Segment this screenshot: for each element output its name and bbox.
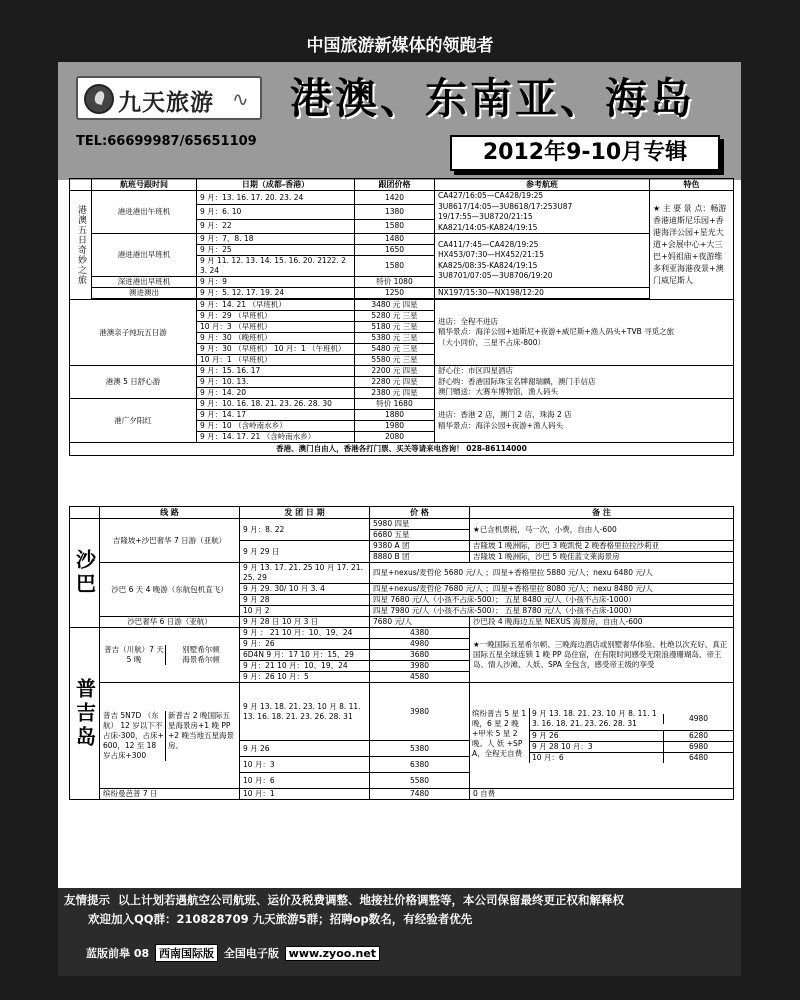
route-name: 港澳 5 日舒心游: [70, 366, 197, 399]
price-cell: 1580: [355, 256, 435, 277]
date-cell: 9 月：14. 20: [197, 388, 355, 399]
price-cell: 特价 1080: [355, 277, 435, 288]
company-logo: [76, 76, 262, 120]
price-cell: 5980 四星: [370, 519, 470, 530]
table-row: [70, 234, 734, 245]
date-cell: 9 月 11. 12. 13. 14. 15. 16. 20. 2122. 23. 24: [197, 256, 355, 277]
edition-box: 西南国际版: [155, 944, 218, 962]
price-cell: 3980: [370, 683, 470, 741]
price-cell: 1480: [355, 234, 435, 245]
note-cell: 吉隆坡 1 晚洲际，沙巴 5 晚佳蓝文莱海景房: [470, 552, 734, 563]
date-cell: 9 月：15. 16. 17: [197, 366, 355, 377]
flights-cell: NX197/15:30—NX198/12:20: [435, 288, 650, 299]
table-header-row: [70, 179, 734, 191]
col-header: 参考航班: [435, 179, 650, 191]
note-cell: 沙巴段 4 晚海边五星 NEXUS 海景房，自由人-600: [470, 617, 734, 628]
region-phuket: 普吉岛: [70, 628, 100, 800]
route-name: 沙巴 6 天 4 晚游（东航包机直飞）: [100, 563, 240, 617]
flights-cell: CA427/16:05—CA428/19:25 3U8617/14:05—3U8618/17:253U87 19/17:55—3U8720/21:15 KA821/14:05-KA824/19:15: [435, 191, 650, 234]
flight-type: 港进港出午班机: [92, 191, 197, 234]
date-cell: 9 月 29. 30/ 10 月 3. 4: [240, 584, 370, 595]
price-cell: 5280 元 三星: [355, 311, 435, 322]
price-cell: 7480: [370, 789, 470, 800]
col-header: 航班号跟时间: [92, 179, 197, 191]
date-cell: 9 月 28: [240, 595, 370, 606]
remark-cell: 舒心住：市区四星酒店 舒心购：香港国际珠宝名牌谢瑞麟，澳门手信店 澳门赠送：大赛车博物馆，渔人码头: [435, 366, 734, 399]
price-note-cell: 四星+nexus/麦哲伦 5680 元/人 ；四星+香格里拉 5880 元/人；nexu 6480 元/人: [370, 563, 734, 584]
route-cell: [100, 683, 240, 789]
date-cell: 9 月：14. 17. 21 （含岭南水乡）: [197, 432, 355, 443]
date-cell: 9 月：7、8. 18: [197, 234, 355, 245]
swirl-icon: ∿: [232, 87, 249, 111]
date-cell: 9 月：26 10 月：5: [240, 672, 370, 683]
date-cell: 9 月：6. 10: [197, 205, 355, 219]
footer-page-tag: [58, 944, 741, 964]
remark-cell: 进店：全程不进店 精华景点：海洋公园+迪斯尼+夜游+威尼斯+渔人码头+TVB 寻觅之旅 （大小同价，三星不占床-800）: [435, 300, 734, 366]
footer-label: 友情提示: [64, 893, 110, 907]
route-name: 沙巴奢华 6 日游（亚航）: [100, 617, 240, 628]
price-cell: 2200 元 四星: [355, 366, 435, 377]
route-name: 港广夕阳红: [70, 399, 197, 443]
col-header: 备 注: [470, 507, 734, 519]
price-cell: 4980: [370, 639, 470, 650]
note-cell: ★一晚国际五星希尔顿、三晚海边酒店或别墅奢华体验、杜绝以次充好、真正国际五星全球连锁 1 晚 PP 岛住宿，在有限时间感受无限浪漫珊瑚岛、帝王岛、情人沙滩、人妖、SPA 全包含，感受帝王级的享受: [470, 628, 734, 683]
price-cell: 1650: [355, 245, 435, 256]
footer: [58, 888, 741, 976]
price-cell: 3980: [370, 661, 470, 672]
price-cell: 4980: [663, 714, 733, 724]
price-cell: 5480 元 三星: [355, 344, 435, 355]
table-row: [70, 563, 734, 584]
bs-cell: [470, 683, 734, 789]
telephone: TEL:66699987/65651109: [76, 134, 257, 149]
date-cell: 10 月 2: [240, 606, 370, 617]
date-cell: 10 月：3 （早班机）: [197, 322, 355, 333]
date-cell: 9 月：30 （晚班机）: [197, 333, 355, 344]
date-cell: 9 月 13. 18. 21. 23. 10 月 8. 11. 13. 16. 18. 21. 23. 26. 28. 31: [532, 709, 657, 728]
date-cell: 9 月 28 日 10 月 3 日: [240, 617, 370, 628]
date-cell: 9 月：13. 16. 17. 20. 23. 24: [197, 191, 355, 205]
date-cell: 9 月：25: [197, 245, 355, 256]
date-cell: 9 月 29 日: [240, 541, 370, 563]
page-number: 蓝版前皋 08: [86, 947, 150, 960]
top-slogan: 中国旅游新媒体的领跑者: [306, 36, 494, 56]
route-name: 吉隆坡+沙巴奢华 7 日游（亚航）: [100, 519, 240, 563]
price-cell: 4580: [370, 672, 470, 683]
date-cell: 9 月：8. 22: [240, 519, 370, 541]
col-header: 日期（成都-香港）: [197, 179, 355, 191]
route-name: 普吉（川航）7 天 5 晚: [104, 645, 164, 664]
notice-row: [70, 443, 734, 456]
route-name: 港澳亲子纯玩五日游: [70, 300, 197, 366]
date-cell: 9 月：14. 17: [197, 410, 355, 421]
price-cell: 1880: [355, 410, 435, 421]
price-cell: 1420: [355, 191, 435, 205]
group-title: 港澳五日奇妙之旅: [70, 191, 92, 300]
price-cell: 5180 元 三星: [355, 322, 435, 333]
table-row: [70, 366, 734, 377]
network-label: 全国电子版: [223, 947, 279, 960]
col-header: 价 格: [370, 507, 470, 519]
price-note-cell: 四星 7680 元/人（小孩不占床-500）； 五星 8480 元/人（小孩不占床-1000）: [370, 595, 734, 606]
date-cell: 9 月 26: [240, 741, 370, 757]
price-cell: 1980: [355, 421, 435, 432]
date-cell: 9 月：10 （含岭南水乡）: [197, 421, 355, 432]
website-link[interactable]: www.zyoo.net: [285, 946, 380, 961]
table-row: [70, 789, 734, 800]
table-row: [70, 683, 734, 741]
date-cell: 9 月：26: [240, 639, 370, 650]
price-cell: 5580 元 三星: [355, 355, 435, 366]
date-cell: 9 月 13. 17. 21. 25 10 月 17. 21. 25. 29: [240, 563, 370, 584]
price-cell: 7680 元/人: [370, 617, 470, 628]
footer-qq: 欢迎加入QQ群：210828709 九天旅游5群；招聘op数名，有经验者优先: [88, 912, 473, 926]
edition-banner: 2012年9-10月专辑: [450, 135, 720, 171]
price-note-cell: 四星 7980 元/人（小孩不占床-500）； 五星 8780 元/人（小孩不占床-1000）: [370, 606, 734, 617]
route-name: 缤纷曼芭普 7 日: [100, 789, 240, 800]
price-cell: 2280 元 四星: [355, 377, 435, 388]
date-cell: 9 月：10. 16. 18. 21. 23. 26. 28. 30: [197, 399, 355, 410]
route-type: 新普吉 2 晚国际五星海景房+1 晚 PP+2 晚当地五星海景房。: [165, 711, 236, 761]
hk-macau-table: [69, 178, 734, 456]
date-cell: 9 月：5. 12. 17. 19. 24: [197, 288, 355, 299]
col-header: 发 团 日 期: [240, 507, 370, 519]
date-cell: 9 月：30 （早班机） 10 月：1 （午班机）: [197, 344, 355, 355]
date-cell: 10 月：3: [240, 757, 370, 773]
flights-cell: CA411/7:45—CA428/19:25 HX453/07:30—HX452/21:15 KA825/08:35-KA824/19:15 3U8701/07:05—3U8706/19:20: [435, 234, 650, 288]
table-row: [70, 628, 734, 639]
table-row: [70, 191, 734, 205]
col-header: 跟团价格: [355, 179, 435, 191]
price-note-cell: 四星+nexus/麦哲伦 7680 元/人 ；四星+香格里拉 8080 元/人；nexu 8480 元/人: [370, 584, 734, 595]
date-cell: 9 月 28 10 月：3: [532, 742, 593, 751]
date-cell: 9 月：21 10 月：10、19、24: [240, 661, 370, 672]
logo-text: 九天旅游: [118, 90, 214, 116]
table-row: [70, 617, 734, 628]
price-cell: 4380: [370, 628, 470, 639]
price-cell: 8880 B 团: [370, 552, 470, 563]
table-header-row: [70, 507, 734, 519]
header: [58, 62, 741, 180]
date-cell: 10 月：6: [240, 773, 370, 789]
price-cell: 5580: [370, 773, 470, 789]
notice: 香港、澳门自由人，香港各打门票、买关等请来电咨询！ 028-86114000: [70, 443, 734, 456]
footer-notice: [64, 892, 624, 908]
region-sabah: 沙巴: [70, 519, 100, 628]
price-cell: 2080: [355, 432, 435, 443]
date-cell: 10 月：6: [532, 753, 564, 762]
date-cell: 9 月：22: [197, 219, 355, 233]
price-cell: 特价 1680: [355, 399, 435, 410]
remark-cell: 进店：香港 2 店，澳门 2 店，珠海 2 店 精华景点：海洋公园+夜游+渔人码头: [435, 399, 734, 443]
footer-notice-text: 以上计划若遇航空公司航班、运价及税费调整、地接社价格调整等，本公司保留最终更正权和解释权: [118, 893, 625, 907]
note-cell: 0 自费: [470, 789, 734, 800]
price-cell: 1250: [355, 288, 435, 299]
route-name: 普吉 5N7D （东航） 12 岁以下不占床-300，占床+600，12 至 18 岁占床+300: [103, 710, 164, 760]
route-name: 缤纷普吉 5 星 1 晚，6 星 2 晚+甲米 5 星 2 晚。人 妖 +SPA，全程无自费: [470, 708, 530, 763]
price-cell: 3480 元 四星: [355, 300, 435, 311]
table-row: [70, 519, 734, 530]
date-cell: 6D4N 9 月：17 10 月：15、29: [240, 650, 370, 661]
date-cell: 10 月：1: [240, 789, 370, 800]
price-cell: 6280: [663, 731, 733, 741]
headline: 港澳、东南亚、海岛: [290, 74, 696, 123]
globe-icon: [84, 84, 114, 114]
date-cell: 9 月 ： 21 10 月：10、19、24: [240, 628, 370, 639]
southeast-asia-table: [69, 506, 734, 800]
ad-sheet: [58, 62, 741, 976]
price-cell: 9380 A 团: [370, 541, 470, 552]
hotel-label: 海景希尔顿: [182, 655, 220, 664]
date-cell: 9 月：9: [197, 277, 355, 288]
price-cell: 6380: [370, 757, 470, 773]
date-cell: 9 月：29 （早班机）: [197, 311, 355, 322]
price-cell: 6980: [663, 742, 733, 752]
col-header: 特色: [650, 179, 734, 191]
price-cell: 6480: [663, 753, 733, 763]
date-cell: 10 月：1 （早班机）: [197, 355, 355, 366]
price-cell: 5380: [370, 741, 470, 757]
date-cell: 9 月：14. 21 （早班机）: [197, 300, 355, 311]
col-header: 线 路: [100, 507, 240, 519]
price-cell: 1380: [355, 205, 435, 219]
note-cell: ★已含机票税，马一次，小费，自由人-600: [470, 519, 734, 541]
price-cell: 6680 五星: [370, 530, 470, 541]
route-cell: [100, 628, 240, 683]
hotel-label: 别墅希尔顿: [182, 645, 220, 654]
date-cell: 9 月 26: [532, 731, 559, 740]
flight-type: 深进港出早班机: [92, 277, 197, 288]
note-cell: 吉隆坡 1 晚洲际，沙巴 3 晚凯悦 2 晚香格里拉拉沙莉亚: [470, 541, 734, 552]
table-row: [70, 288, 734, 299]
price-cell: 5380 元 三星: [355, 333, 435, 344]
features-cell: ★ 主 要 景 点：畅游香港迪斯尼乐园+香港海洋公园+星光大道+会展中心+大三巴+妈祖庙+夜游维多利亚海港夜景+澳门威尼斯人: [650, 191, 734, 300]
flight-type: 澳进澳出: [92, 288, 197, 299]
flight-type: 港进港出早班机: [92, 234, 197, 277]
table-row: [70, 399, 734, 410]
price-cell: 2380 元 四星: [355, 388, 435, 399]
table-row: [70, 300, 734, 311]
date-cell: 9 月 13. 18. 21. 23. 10 月 8. 11. 13. 16. 18. 21. 23. 26. 28. 31: [240, 683, 370, 741]
date-cell: 9 月：10. 13.: [197, 377, 355, 388]
price-cell: 3680: [370, 650, 470, 661]
price-cell: 1580: [355, 219, 435, 233]
